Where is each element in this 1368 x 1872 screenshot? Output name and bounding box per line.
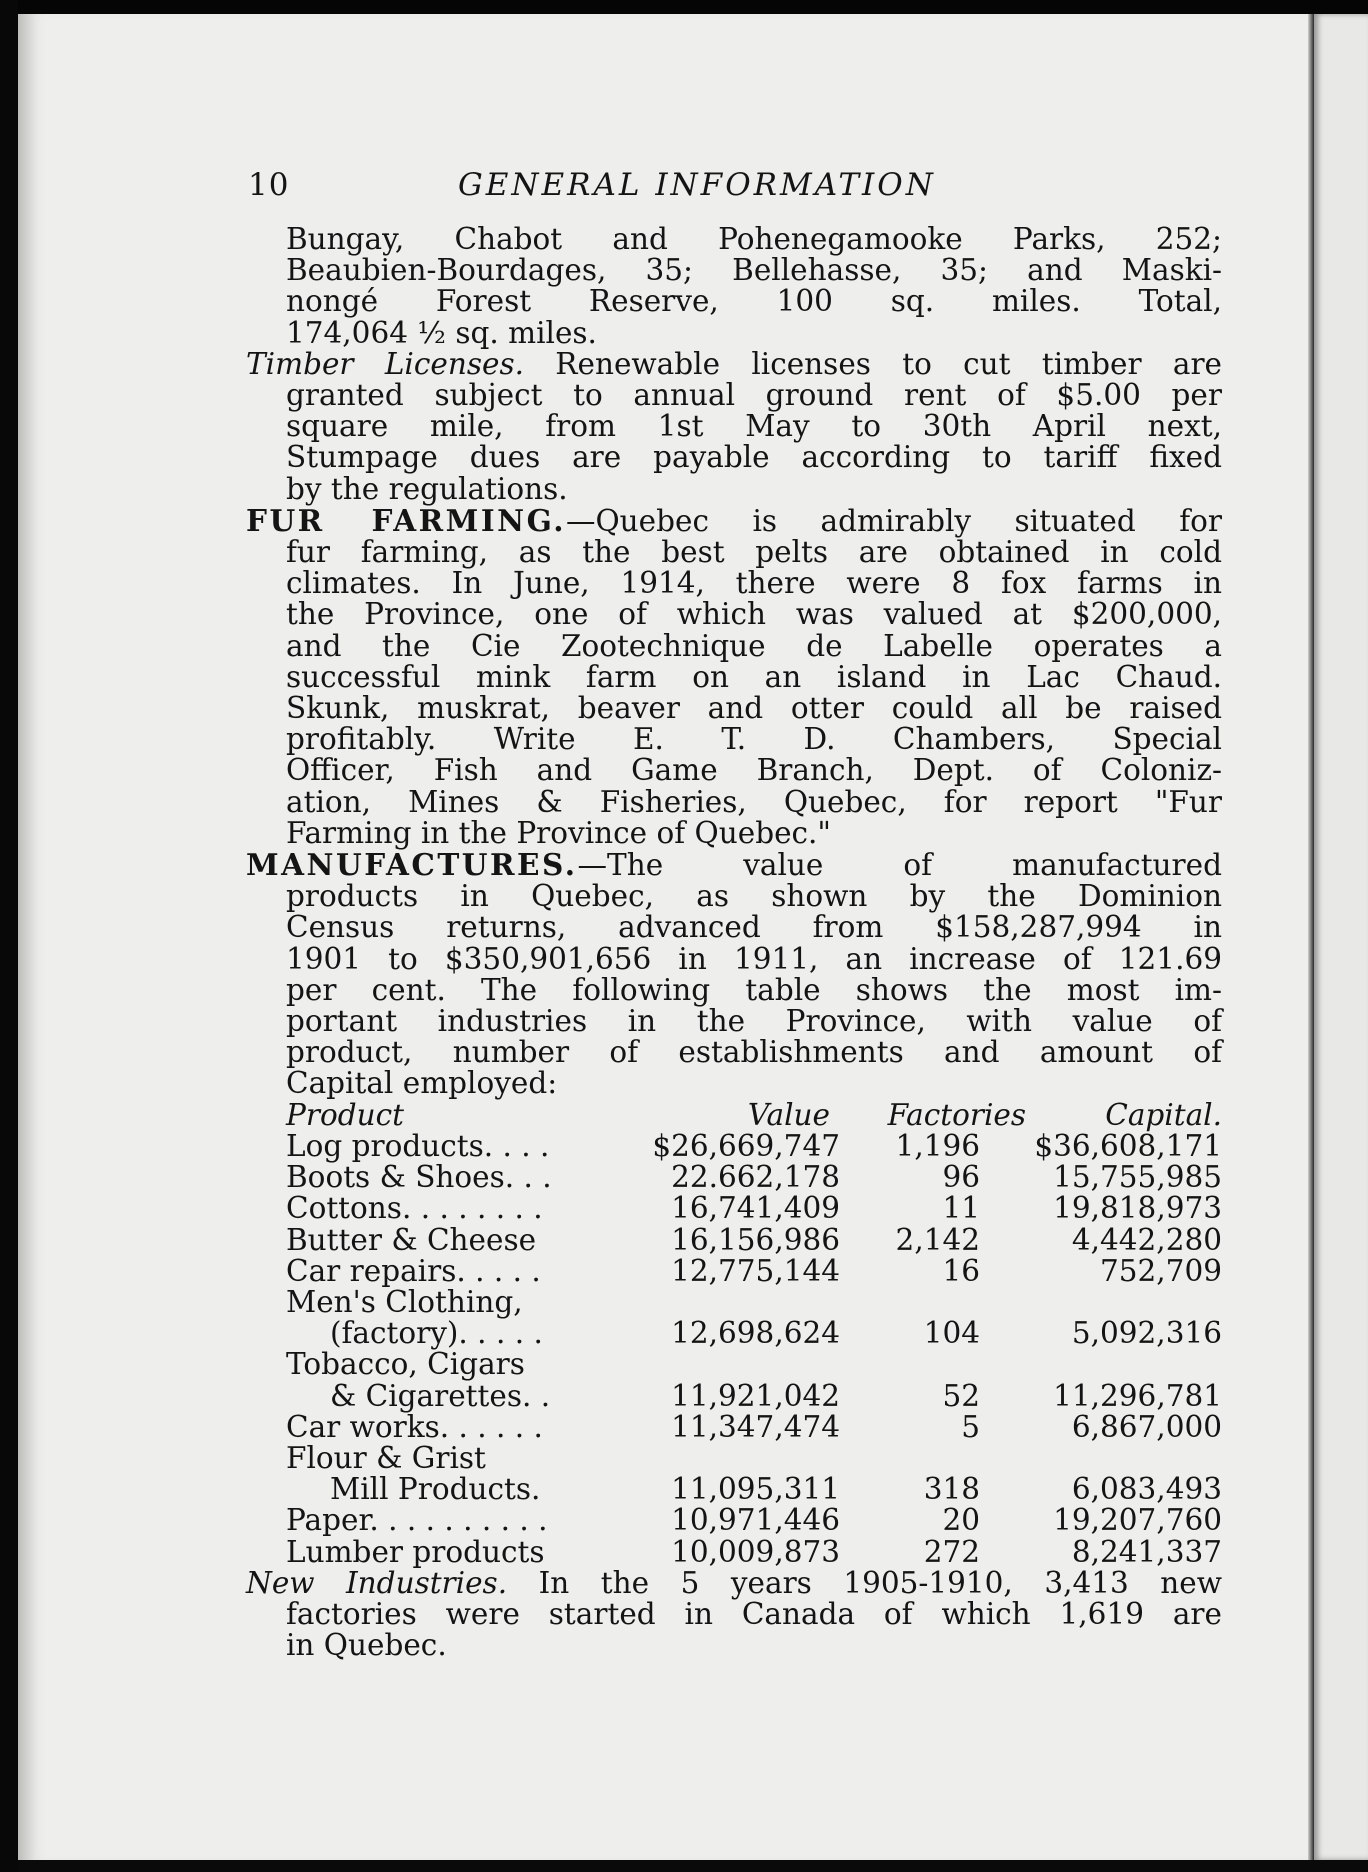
table-row bbox=[246, 1162, 1222, 1193]
value-cell: 12,698,624 bbox=[671, 1316, 840, 1351]
table-header-row bbox=[246, 1100, 1222, 1131]
new-industries-paragraph bbox=[246, 1565, 1222, 1663]
text-run: —Quebec is admirably situated for bbox=[566, 503, 1222, 538]
table-row bbox=[246, 1287, 1222, 1318]
product-cell: Log products. . . . bbox=[286, 1128, 550, 1163]
column-header-capital: Capital. bbox=[1105, 1097, 1222, 1132]
product-cell: Lumber products bbox=[286, 1534, 545, 1569]
text-line: in Quebec. bbox=[286, 1628, 447, 1663]
text-line: the Province, one of which was valued at $200,000, bbox=[286, 597, 1222, 632]
text-line bbox=[246, 849, 1222, 881]
value-cell: 12,775,144 bbox=[671, 1253, 840, 1288]
factories-cell: 272 bbox=[923, 1534, 980, 1569]
text-line bbox=[246, 346, 1223, 381]
empty-cell bbox=[840, 1349, 1030, 1380]
value-cell: 10,009,873 bbox=[671, 1534, 840, 1569]
table-row bbox=[246, 1474, 1222, 1505]
adjacent-page bbox=[1314, 14, 1368, 1860]
text-line: Beaubien-Bourdages, 35; Bellehasse, 35; and Maski- bbox=[286, 253, 1222, 288]
page-gutter bbox=[18, 14, 36, 1860]
product-cell: Car repairs. . . . . bbox=[286, 1253, 541, 1288]
product-cell: Butter & Cheese bbox=[286, 1222, 537, 1257]
section-heading: Timber Licenses. bbox=[246, 346, 524, 381]
factories-cell: 318 bbox=[923, 1472, 980, 1507]
text-line: Farming in the Province of Quebec." bbox=[286, 815, 832, 850]
capital-cell: 6,083,493 bbox=[1071, 1472, 1222, 1507]
scan-border-left bbox=[0, 0, 18, 1872]
table-row bbox=[246, 1225, 1222, 1256]
text-line: ation, Mines & Fisheries, Quebec, for report "Fur bbox=[286, 784, 1222, 819]
text-line: per cent. The following table shows the most im- bbox=[286, 972, 1222, 1007]
text-line: granted subject to annual ground rent of $5.00 per bbox=[286, 378, 1222, 413]
empty-cell bbox=[840, 1287, 1030, 1318]
text-line: by the regulations. bbox=[286, 471, 568, 506]
empty-cell bbox=[640, 1443, 840, 1474]
text-line: climates. In June, 1914, there were 8 fox farms in bbox=[286, 566, 1222, 601]
capital-cell: 19,818,973 bbox=[1053, 1191, 1222, 1226]
value-cell: 11,095,311 bbox=[671, 1472, 840, 1507]
capital-cell: 752,709 bbox=[1100, 1253, 1222, 1288]
text-line: fur farming, as the best pelts are obtained in cold bbox=[286, 535, 1222, 570]
product-cell: & Cigarettes. . bbox=[330, 1378, 551, 1413]
page-content bbox=[246, 167, 1223, 1663]
capital-cell: 4,442,280 bbox=[1071, 1222, 1222, 1257]
product-cell: Paper. . . . . . . . . . bbox=[286, 1503, 548, 1538]
text-line: profitably. Write E. T. D. Chambers, Special bbox=[286, 722, 1222, 757]
industry-table bbox=[246, 1097, 1222, 1569]
text-line: portant industries in the Province, with value of bbox=[286, 1004, 1222, 1039]
text-line: nongé Forest Reserve, 100 sq. miles. Total, bbox=[286, 284, 1222, 319]
value-cell: 10,971,446 bbox=[671, 1503, 840, 1538]
factories-cell: 16 bbox=[942, 1253, 980, 1288]
product-cell: Mill Products. bbox=[330, 1472, 541, 1507]
empty-cell bbox=[840, 1443, 1030, 1474]
text-line: Officer, Fish and Game Branch, Dept. of Coloniz- bbox=[286, 753, 1222, 788]
table-row bbox=[246, 1381, 1222, 1412]
running-head bbox=[246, 167, 1222, 210]
scan-border-top bbox=[0, 0, 1368, 14]
text-line: Bungay, Chabot and Pohenegamooke Parks, 252; bbox=[286, 222, 1222, 256]
factories-cell: 96 bbox=[942, 1160, 980, 1195]
empty-cell bbox=[1030, 1443, 1222, 1474]
table-row bbox=[246, 1412, 1222, 1443]
capital-cell: 15,755,985 bbox=[1053, 1160, 1222, 1195]
product-cell: Car works. . . . . . bbox=[286, 1409, 543, 1444]
text-line: factories were started in Canada of which 1,619 are bbox=[286, 1596, 1222, 1631]
section-heading: New Industries. bbox=[246, 1565, 508, 1600]
table-row bbox=[246, 1349, 1222, 1380]
text-line: 174,064 ½ sq. miles. bbox=[286, 315, 597, 350]
timber-licenses-paragraph bbox=[246, 346, 1223, 506]
empty-cell bbox=[640, 1349, 840, 1380]
page-title: GENERAL INFORMATION bbox=[458, 167, 936, 203]
factories-cell: 11 bbox=[942, 1191, 980, 1226]
section-heading: MANUFACTURES. bbox=[246, 847, 578, 883]
column-header-product: Product bbox=[286, 1097, 404, 1132]
value-cell: 11,347,474 bbox=[671, 1409, 840, 1444]
table-row bbox=[246, 1443, 1222, 1474]
table-row bbox=[246, 1256, 1222, 1287]
parks-paragraph bbox=[246, 224, 1222, 349]
capital-cell: 8,241,337 bbox=[1071, 1534, 1222, 1569]
text-line: and the Cie Zootechnique de Labelle operates a bbox=[286, 628, 1222, 663]
text-line: successful mink farm on an island in Lac Chaud. bbox=[286, 659, 1222, 694]
capital-cell: 19,207,760 bbox=[1053, 1503, 1222, 1538]
table-row bbox=[246, 1537, 1222, 1568]
text-line: 1901 to $350,901,656 in 1911, an increase of 121.69 bbox=[286, 941, 1222, 976]
text-run: In the 5 years 1905-1910, 3,413 new bbox=[507, 1565, 1222, 1600]
capital-cell: 11,296,781 bbox=[1053, 1378, 1222, 1413]
table-row bbox=[246, 1193, 1222, 1224]
factories-cell: 104 bbox=[923, 1316, 980, 1351]
factories-cell: 5 bbox=[961, 1409, 980, 1444]
product-cell: (factory). . . . . bbox=[330, 1316, 543, 1351]
column-header-factories: Factories bbox=[887, 1097, 1026, 1132]
column-header-value: Value bbox=[747, 1097, 830, 1132]
capital-cell: 5,092,316 bbox=[1071, 1316, 1222, 1351]
value-cell: $26,669,747 bbox=[652, 1128, 840, 1163]
capital-cell: 6,867,000 bbox=[1071, 1409, 1222, 1444]
empty-cell bbox=[640, 1287, 840, 1318]
section-heading: FUR FARMING. bbox=[246, 502, 566, 538]
table-row bbox=[246, 1131, 1222, 1162]
value-cell: 22.662,178 bbox=[671, 1160, 840, 1195]
value-cell: 16,741,409 bbox=[671, 1191, 840, 1226]
text-run: —The value of manufactured bbox=[577, 848, 1222, 883]
text-line: Census returns, advanced from $158,287,994 in bbox=[286, 910, 1222, 945]
text-line: Capital employed: bbox=[286, 1066, 558, 1101]
factories-cell: 52 bbox=[942, 1378, 980, 1413]
text-line bbox=[246, 1565, 1222, 1600]
value-cell: 16,156,986 bbox=[671, 1222, 840, 1257]
value-cell: 11,921,042 bbox=[671, 1378, 840, 1413]
product-cell: Tobacco, Cigars bbox=[286, 1347, 525, 1382]
manufactures-paragraph bbox=[246, 849, 1222, 1100]
factories-cell: 1,196 bbox=[895, 1128, 980, 1163]
product-cell: Boots & Shoes. . . bbox=[286, 1160, 552, 1195]
empty-cell bbox=[1030, 1287, 1222, 1318]
product-cell: Cottons. . . . . . . . bbox=[286, 1191, 543, 1226]
empty-cell bbox=[1030, 1349, 1222, 1380]
text-line: Skunk, muskrat, beaver and otter could all be raised bbox=[286, 691, 1222, 726]
factories-cell: 20 bbox=[942, 1503, 980, 1538]
text-run: Renewable licenses to cut timber are bbox=[523, 346, 1223, 381]
table-row bbox=[246, 1318, 1222, 1349]
text-line: product, number of establishments and amount of bbox=[286, 1035, 1222, 1070]
fur-farming-paragraph bbox=[246, 502, 1222, 850]
product-cell: Flour & Grist bbox=[286, 1440, 486, 1475]
page-number: 10 bbox=[248, 167, 290, 203]
text-line: products in Quebec, as shown by the Dominion bbox=[286, 879, 1222, 914]
product-cell: Men's Clothing, bbox=[286, 1284, 523, 1319]
text-line bbox=[246, 502, 1222, 538]
table-row bbox=[246, 1505, 1222, 1536]
text-line: square mile, from 1st May to 30th April next, bbox=[286, 409, 1222, 444]
text-line: Stumpage dues are payable according to tariff fixed bbox=[286, 440, 1222, 475]
capital-cell: $36,608,171 bbox=[1034, 1128, 1222, 1163]
factories-cell: 2,142 bbox=[895, 1222, 980, 1257]
